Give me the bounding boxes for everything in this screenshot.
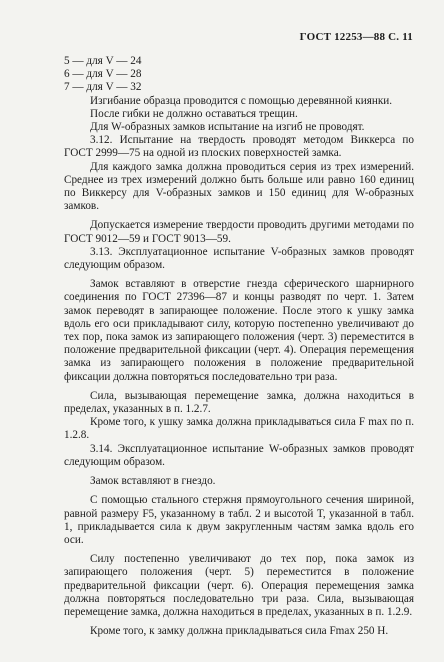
paragraph: Силу постепенно увеличивают до тех пор, пока замок из запирающего положения (черт. 5) переместится в положение предварительной фиксации (черт. 6). Операция перемещения замка должна повторяться последовательно три раза. Сила, вызывающая перемещение замка, должна находиться в пределах, указанных в п. 1.2.9. [64, 553, 414, 618]
paragraph: С помощью стального стержня прямоугольного сечения шириной, равной размеру F5, указанному в табл. 2 и высотой T, указанной в табл. 1, прикладывается сила к двум закругленным частям замка вдоль его оси. [64, 494, 414, 546]
paragraph: Для каждого замка должна проводиться серия из трех измерений. Среднее из трех измерений должно быть больше или равно 160 единиц по Виккерсу для V-образных замков и 150 единиц для W-образных замков. [64, 160, 414, 213]
section-3-12: 3.12. Испытание на твердость проводят методом Виккерса по ГОСТ 2999—75 на одной из плоских поверхностей замка. [64, 134, 414, 160]
page-body [64, 55, 414, 638]
paragraph: После гибки не должно оставаться трещин. [90, 107, 298, 120]
paragraph: Допускается измерение твердости проводить другими методами по ГОСТ 9012—59 и ГОСТ 9013—59. [64, 219, 414, 245]
paragraph: Сила, вызывающая перемещение замка, должна находиться в пределах, указанных в п. 1.2.7. [64, 389, 414, 416]
section-3-14: 3.14. Эксплуатационное испытание W-образных замков проводят следующим образом. [64, 442, 414, 468]
ratio-list [64, 55, 414, 95]
paragraph: Замок вставляют в гнездо. [90, 475, 216, 488]
list-item: 6 — для V — 28 [64, 68, 142, 81]
list-item: 5 — для V — 24 [64, 55, 142, 67]
paragraph: Кроме того, к замку должна прикладываться сила Fmax 250 Н. [90, 625, 389, 638]
paragraph: Изгибание образца проводится с помощью деревянной киянки. [90, 94, 393, 107]
list-item: 7 — для V — 32 [64, 81, 142, 94]
paragraph: Для W-образных замков испытание на изгиб не проводят. [90, 121, 365, 134]
section-3-13: 3.13. Эксплуатационное испытание V-образных замков проводят следующим образом. [64, 245, 414, 272]
paragraph: Кроме того, к ушку замка должна прикладываться сила F max по п. 1.2.8. [64, 416, 414, 442]
paragraph: Замок вставляют в отверстие гнезда сферического шарнирного соединения по ГОСТ 27396—87 и концы разводят по черт. 1. Затем замок переводят в запирающее положение. После этого к ушку замка вдоль его оси прикладывают силу, которую постепенно увеличивают до тех пор, пока замок из запирающего положения (черт. 3) переместится в положение предварительной фиксации (черт. 4). Операция перемещения замка из запирающего положения в положение предварительной фиксации должна повторяться последовательно три раза. [64, 278, 414, 383]
page-header: ГОСТ 12253—88 С. 11 [299, 31, 413, 43]
